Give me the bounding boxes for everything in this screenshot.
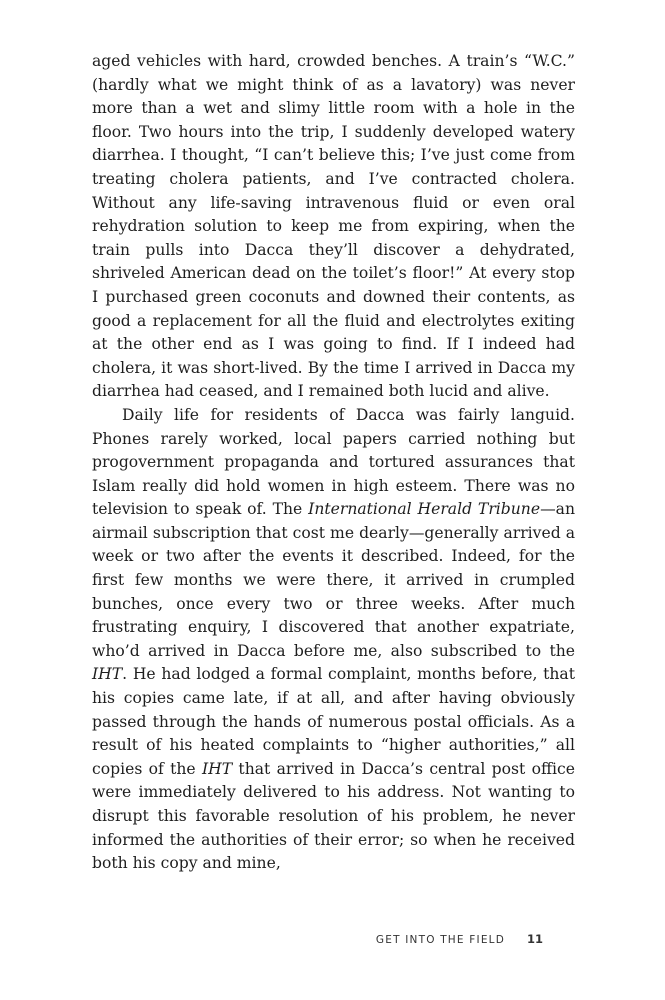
paragraph-segment: Daily life for residents of Dacca was fairly languid. Phones rarely worked, local papers carried nothing but progovernment propaganda and tortured assurances that Islam really did hold women in high esteem. There was no television to speak of. The: [92, 405, 575, 519]
italic-newspaper-title: International Herald Tribune: [308, 500, 541, 519]
paragraph-continuation: aged vehicles with hard, crowded benches. A train’s “W.C.” (hardly what we might think of as a lavatory) was never more than a wet and slimy little room with a hole in the floor. Two hours into the trip, I suddenly developed watery diarrhea. I thought, “I can’t believe this; I’ve just come from treating cholera patients, and I’ve contracted cholera. Without any life-saving intravenous fluid or even oral rehydration solution to keep me from expiring, when the train pulls into Dacca they’ll discover a dehydrated, shriveled American dead on the toilet’s floor!” At every stop I purchased green coconuts and downed their contents, as good a replacement for all the fluid and electrolytes exiting at the other end as I was going to find. If I indeed had cholera, it was short-lived. By the time I arrived in Dacca my diarrhea had ceased, and I remained both lucid and alive.: [92, 52, 575, 401]
body-text: [92, 50, 575, 876]
paragraph-segment: . He had lodged a formal complaint, months before, that his copies came late, if at all, and after having obviously passed through the hands of numerous postal officials. As a result of his heated complaints to “higher authorities,” all copies of the: [92, 665, 575, 778]
italic-newspaper-abbrev: IHT: [92, 665, 123, 684]
running-head: GET INTO THE FIELD: [375, 934, 505, 946]
paragraph-segment: —an airmail subscription that cost me dearly—generally arrived a week or two after the events it described. Indeed, for the first few months we were there, it arrived in crumpled bunches, once every two or three weeks. After much frustrating enquiry, I discovered that another expatriate, who’d arrived in Dacca before me, also subscribed to the: [92, 500, 576, 660]
page-number: 11: [526, 932, 543, 946]
italic-newspaper-abbrev: IHT: [201, 759, 233, 778]
paragraph-dacca-life: [92, 404, 575, 876]
paragraph-segment: that arrived in Dacca’s central post office were immediately delivered to his address. Not wanting to disrupt this favorable resolution of his problem, he never informed the authorities of their error; so when he received both his copy and mine,: [92, 759, 575, 873]
page-footer: [376, 928, 543, 947]
